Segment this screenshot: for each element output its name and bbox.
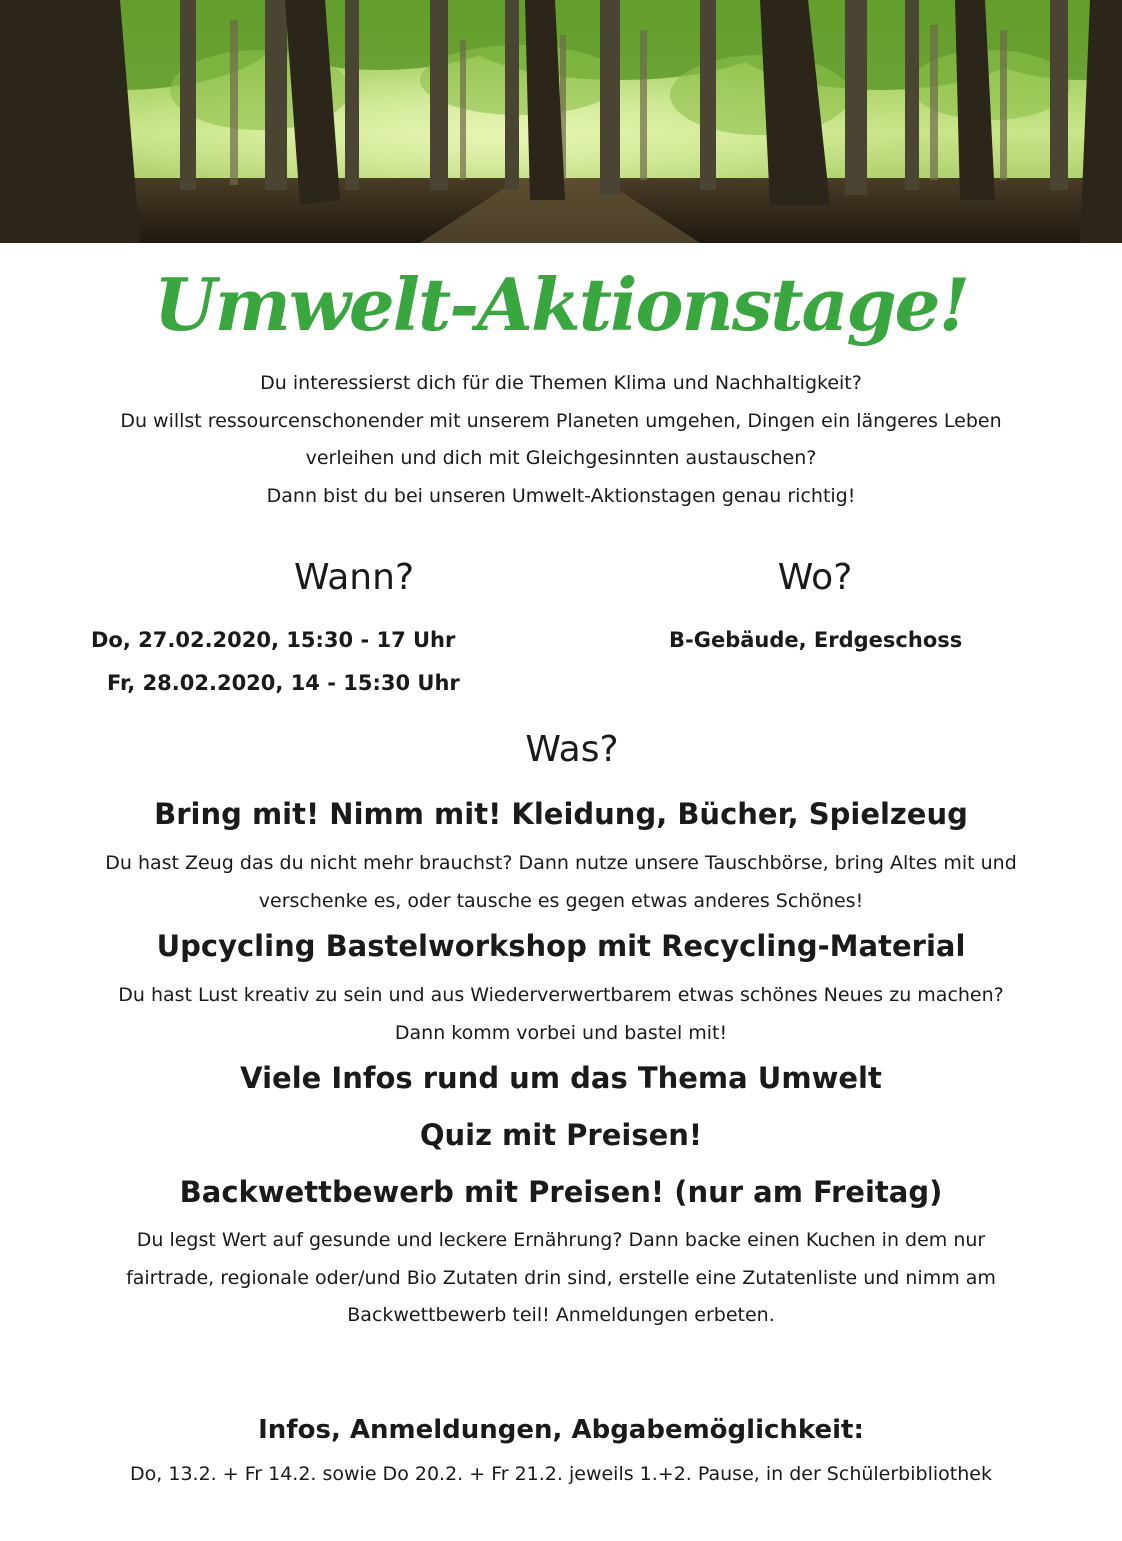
intro-text bbox=[60, 365, 1062, 515]
activity-baking-text bbox=[40, 1222, 1082, 1335]
activity-swap-text bbox=[40, 845, 1082, 920]
activity-swap-title: Bring mit! Nimm mit! Kleidung, Bücher, Spielzeug bbox=[154, 797, 968, 831]
where-heading: Wo? bbox=[777, 557, 853, 598]
text-line: Dann komm vorbei und bastel mit! bbox=[394, 1021, 728, 1044]
footer-heading: Infos, Anmeldungen, Abgabemöglichkeit: bbox=[258, 1415, 864, 1445]
date-thursday: Do, 27.02.2020, 15:30 - 17 Uhr bbox=[91, 628, 456, 652]
activity-upcycling-title: Upcycling Bastelworkshop mit Recycling-Material bbox=[156, 929, 966, 963]
intro-line: Du interessierst dich für die Themen Klima und Nachhaltigkeit? bbox=[260, 372, 862, 394]
text-line: verschenke es, oder tausche es gegen etwas anderes Schönes! bbox=[258, 889, 864, 912]
location: B-Gebäude, Erdgeschoss bbox=[669, 628, 963, 652]
forest-photo bbox=[0, 0, 1122, 243]
activity-infos-title: Viele Infos rund um das Thema Umwelt bbox=[240, 1061, 882, 1095]
date-friday: Fr, 28.02.2020, 14 - 15:30 Uhr bbox=[107, 671, 460, 695]
intro-line: Dann bist du bei unseren Umwelt-Aktionstagen genau richtig! bbox=[266, 484, 856, 507]
intro-line: verleihen und dich mit Gleichgesinnten austauschen? bbox=[305, 447, 817, 469]
when-heading: Wann? bbox=[293, 557, 415, 598]
activity-upcycling-text bbox=[40, 977, 1082, 1052]
forest-hero-image bbox=[0, 0, 1122, 243]
activity-quiz-title: Quiz mit Preisen! bbox=[419, 1118, 703, 1152]
text-line: Du hast Lust kreativ zu sein und aus Wiederverwertbarem etwas schönes Neues zu machen? bbox=[118, 984, 1004, 1006]
intro-line: Du willst ressourcenschonender mit unserem Planeten umgehen, Dingen ein längeres Leben bbox=[120, 409, 1002, 432]
what-heading: Was? bbox=[525, 729, 619, 770]
text-line: Backwettbewerb teil! Anmeldungen erbeten. bbox=[347, 1304, 775, 1326]
text-line: Du legst Wert auf gesunde und leckere Ernährung? Dann backe einen Kuchen in dem nur bbox=[136, 1229, 986, 1251]
text-line: Du hast Zeug das du nicht mehr brauchst? Dann nutze unsere Tauschbörse, bring Altes mit und bbox=[105, 852, 1017, 874]
text-line: fairtrade, regionale oder/und Bio Zutaten drin sind, erstelle eine Zutatenliste und nimm am bbox=[126, 1266, 996, 1289]
activity-baking-title: Backwettbewerb mit Preisen! (nur am Freitag) bbox=[179, 1175, 943, 1209]
footer-text: Do, 13.2. + Fr 14.2. sowie Do 20.2. + Fr 21.2. jeweils 1.+2. Pause, in der Schülerbibliothek bbox=[130, 1463, 992, 1485]
page-title: Umwelt-Aktionstage! bbox=[153, 262, 969, 347]
